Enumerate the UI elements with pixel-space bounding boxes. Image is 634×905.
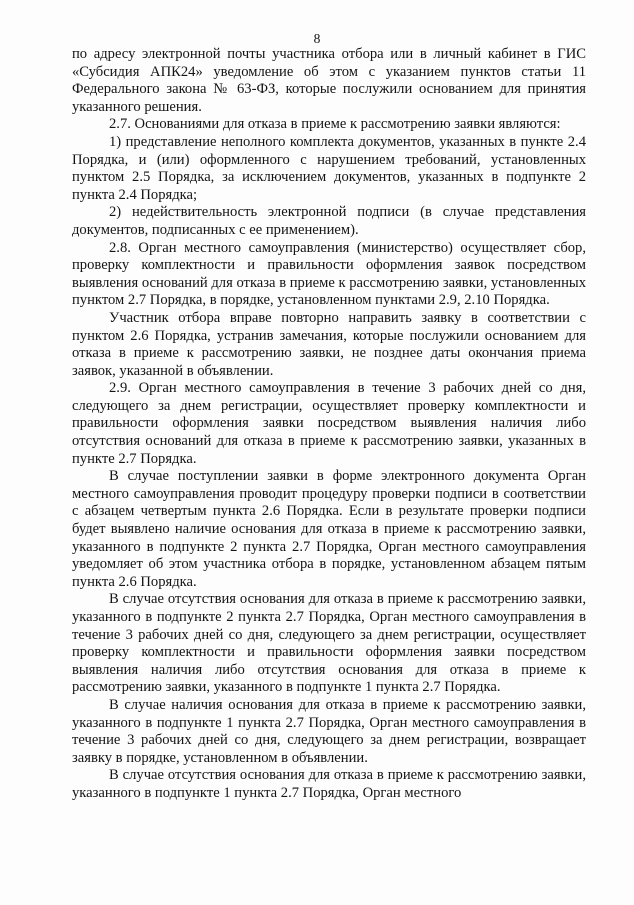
paragraph-resubmission: Участник отбора вправе повторно направить заявку в соответствии с пунктом 2.6 Порядка, устранив замечания, которые послужили основанием для отказа в приеме к рассмотрению заявки, не позднее даты окончания приема заявок, указанной в объявлении. [72, 309, 586, 379]
paragraph-no-grounds-subpoint-1: В случае отсутствия основания для отказа в приеме к рассмотрению заявки, указанного в подпункте 1 пункта 2.7 Порядка, Орган местного [72, 767, 586, 801]
paragraph-electronic-document: В случае поступлении заявки в форме электронного документа Орган местного самоуправления проводит процедуру проверки подписи в соответствии с абзацем четвертым пункта 2.6 Порядка. Если в результате проверки подписи будет выявлено наличие основания для отказа в приеме к рассмотрению заявки, указанного в подпункте 2 пункта 2.7 Порядка, Орган местного самоуправления уведомляет об этом участника отбора в порядке, установленном абзацем пятым пункта 2.6 Порядка. [72, 468, 586, 590]
paragraph-2-9: 2.9. Орган местного самоуправления в течение 3 рабочих дней со дня, следующего за днем регистрации, осуществляет проверку комплектности и правильности оформления заявки посредством выявления наличия либо отсутствия оснований для отказа в приеме к рассмотрению заявки, указанных в пункте 2.7 Порядка. [72, 380, 586, 467]
document-body [72, 46, 586, 803]
paragraph-grounds-subpoint-1: В случае наличия основания для отказа в приеме к рассмотрению заявки, указанного в подпункте 1 пункта 2.7 Порядка, Орган местного самоуправления в течение 3 рабочих дней со дня, следующего за днем регистрации, возвращает заявку в порядке, установленном в объявлении. [72, 696, 586, 766]
page-number: 8 [313, 31, 321, 46]
paragraph-2-8: 2.8. Орган местного самоуправления (министерство) осуществляет сбор, проверку комплектности и правильности оформления заявок посредством выявления оснований для отказа в приеме к рассмотрению заявки, установленных пунктом 2.7 Порядка, в порядке, установленном пунктами 2.9, 2.10 Порядка. [72, 239, 586, 309]
paragraph-2-7-heading: 2.7. Основаниями для отказа в приеме к рассмотрению заявки являются: [109, 116, 561, 133]
paragraph-2-7-item-2: 2) недействительность электронной подписи (в случае представления документов, подписанных с ее применением). [72, 204, 586, 238]
paragraph-2-7-item-1: 1) представление неполного комплекта документов, указанных в пункте 2.4 Порядка, и (или) оформленного с нарушением требований, установленных пунктом 2.5 Порядка, за исключением документов, указанных в подпункте 2 пункта 2.4 Порядка; [72, 133, 586, 203]
paragraph-no-grounds-subpoint-2: В случае отсутствия основания для отказа в приеме к рассмотрению заявки, указанного в подпункте 2 пункта 2.7 Порядка, Орган местного самоуправления в течение 3 рабочих дней со дня, следующего за днем регистрации, осуществляет проверку комплектности и правильности оформления заявки посредством выявления наличия либо отсутствия основания для отказа в приеме к рассмотрению заявки, указанного в подпункте 1 пункта 2.7 Порядка. [72, 591, 586, 696]
paragraph-continuation: по адресу электронной почты участника отбора или в личный кабинет в ГИС «Субсидия АПК24» уведомление об этом с указанием пунктов статьи 11 Федерального закона № 63-ФЗ, которые послужили основанием для принятия указанного решения. [72, 46, 586, 115]
